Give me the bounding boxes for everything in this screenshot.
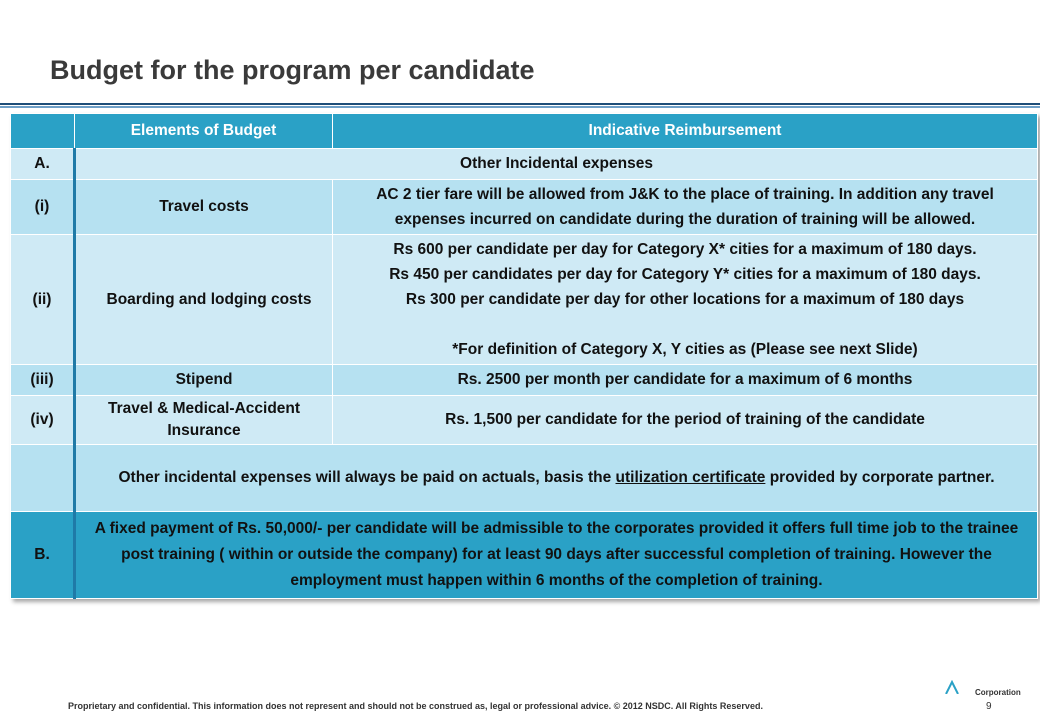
- row-reimbursement: [333, 235, 1038, 365]
- row-element: Boarding and lodging costs: [75, 235, 333, 365]
- row-reimbursement: Rs. 2500 per month per candidate for a maximum of 6 months: [333, 365, 1038, 396]
- section-b-code: B.: [11, 512, 75, 599]
- row-element: Travel & Medical-Accident Insurance: [75, 396, 333, 445]
- row-code: (iv): [11, 396, 75, 445]
- reimbursement-line: Rs 600 per candidate per day for Category X* cities for a maximum of 180 days.: [393, 241, 977, 258]
- note-row: [11, 445, 1038, 512]
- row-element: Travel costs: [75, 180, 333, 235]
- page-title: Budget for the program per candidate: [50, 55, 535, 85]
- table-header-row: [11, 114, 1038, 149]
- header-elements: Elements of Budget: [75, 114, 333, 149]
- reimbursement-line: Rs 450 per candidates per day for Category Y* cities for a maximum of 180 days.: [389, 266, 981, 283]
- section-a-label: Other Incidental expenses: [75, 149, 1038, 180]
- page-number: 9: [986, 701, 992, 712]
- header-reimbursement: Indicative Reimbursement: [333, 114, 1038, 149]
- utilization-certificate-text: utilization certificate: [615, 469, 766, 486]
- budget-table: [10, 113, 1038, 599]
- table-row: [11, 396, 1038, 445]
- row-code: (ii): [11, 235, 75, 365]
- reimbursement-line: Rs 300 per candidate per day for other locations for a maximum of 180 days: [405, 291, 965, 308]
- section-a-code: A.: [11, 149, 75, 180]
- footer-disclaimer: Proprietary and confidential. This information does not represent and should not be construed as, legal or professional advice. © 2012 NSDC. All Rights Reserved.: [68, 701, 763, 711]
- row-code: (iii): [11, 365, 75, 396]
- incidental-note: Other incidental expenses will always be paid on actuals, basis the utilization certificate provided by corporate partner.: [75, 445, 1038, 512]
- table-row: [11, 180, 1038, 235]
- section-b-row: [11, 512, 1038, 599]
- section-b-text: A fixed payment of Rs. 50,000/- per candidate will be admissible to the corporates provided it offers full time job to the trainee post training ( within or outside the company) for at least 90 days after successful completion of training. However the employment must happen within 6 months of the completion of training.: [75, 512, 1038, 599]
- section-a-row: [11, 149, 1038, 180]
- header-code: [11, 114, 75, 149]
- reimbursement-footnote: *For definition of Category X, Y cities as (Please see next Slide): [452, 341, 918, 358]
- row-reimbursement: Rs. 1,500 per candidate for the period of training of the candidate: [333, 396, 1038, 445]
- logo-icon: [944, 680, 962, 694]
- row-code: (i): [11, 180, 75, 235]
- table-row: [11, 235, 1038, 365]
- row-reimbursement: AC 2 tier fare will be allowed from J&K to the place of training. In addition any travel expenses incurred on candidate during the duration of training will be allowed.: [333, 180, 1038, 235]
- logo-text: Corporation: [975, 688, 1021, 697]
- title-divider: [0, 103, 1040, 108]
- row-element: Stipend: [75, 365, 333, 396]
- table-row: [11, 365, 1038, 396]
